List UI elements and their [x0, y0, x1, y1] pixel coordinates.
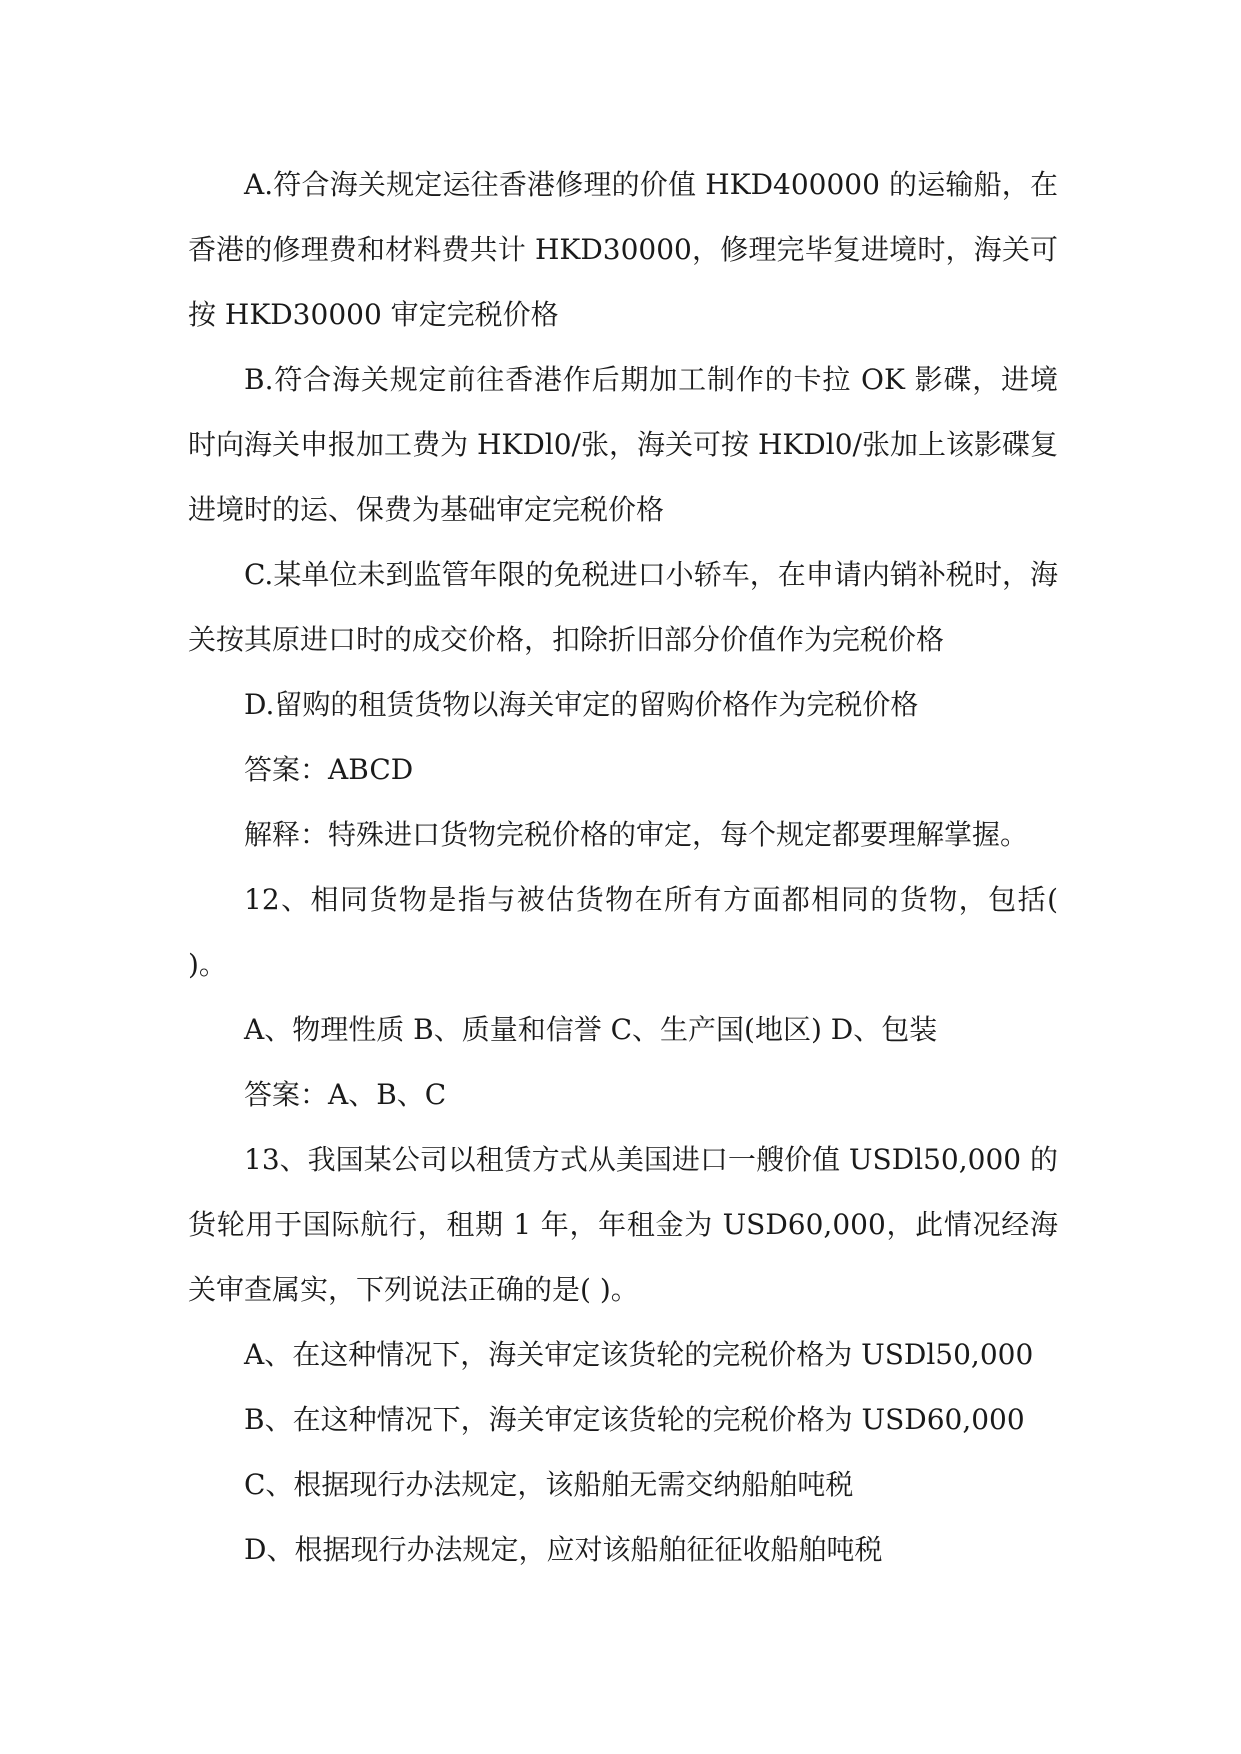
- question-13-option-c: C、根据现行办法规定，该船舶无需交纳船舶吨税: [244, 1468, 854, 1501]
- answer-12: 答案：A、B、C: [244, 1078, 447, 1111]
- question-13: 13、我国某公司以租赁方式从美国进口一艘价值 USDl50,000 的货轮用于国际航行，租期 1 年，年租金为 USD60,000，此情况经海关审查属实，下列说法正确的是( )。: [188, 1143, 1058, 1306]
- question-13-option-b: B、在这种情况下，海关审定该货轮的完税价格为 USD60,000: [244, 1403, 1025, 1436]
- option-b-paragraph: B.符合海关规定前往香港作后期加工制作的卡拉 OK 影碟，进境时向海关申报加工费为 HKDl0/张，海关可按 HKDl0/张加上该影碟复进境时的运、保费为基础审定完税价格: [188, 363, 1058, 526]
- option-d-paragraph: D.留购的租赁货物以海关审定的留购价格作为完税价格: [244, 688, 919, 721]
- option-c-paragraph: C.某单位未到监管年限的免税进口小轿车，在申请内销补税时，海关按其原进口时的成交价格，扣除折旧部分价值作为完税价格: [188, 558, 1058, 656]
- question-13-option-a: A、在这种情况下，海关审定该货轮的完税价格为 USDl50,000: [244, 1338, 1034, 1371]
- option-a-paragraph: A.符合海关规定运往香港修理的价值 HKD400000 的运输船，在香港的修理费和材料费共计 HKD30000，修理完毕复进境时，海关可按 HKD30000 审定完税价格: [188, 168, 1058, 331]
- question-13-option-d: D、根据现行办法规定，应对该船舶征征收船舶吨税: [244, 1533, 883, 1566]
- question-12: 12、相同货物是指与被估货物在所有方面都相同的货物，包括( )。: [188, 883, 1058, 981]
- document-body: [188, 152, 1058, 1582]
- question-12-options: A、物理性质 B、质量和信誉 C、生产国(地区) D、包装: [244, 1013, 938, 1046]
- answer-11: 答案：ABCD: [244, 753, 414, 786]
- explanation-11: 解释：特殊进口货物完税价格的审定，每个规定都要理解掌握。: [244, 818, 1029, 851]
